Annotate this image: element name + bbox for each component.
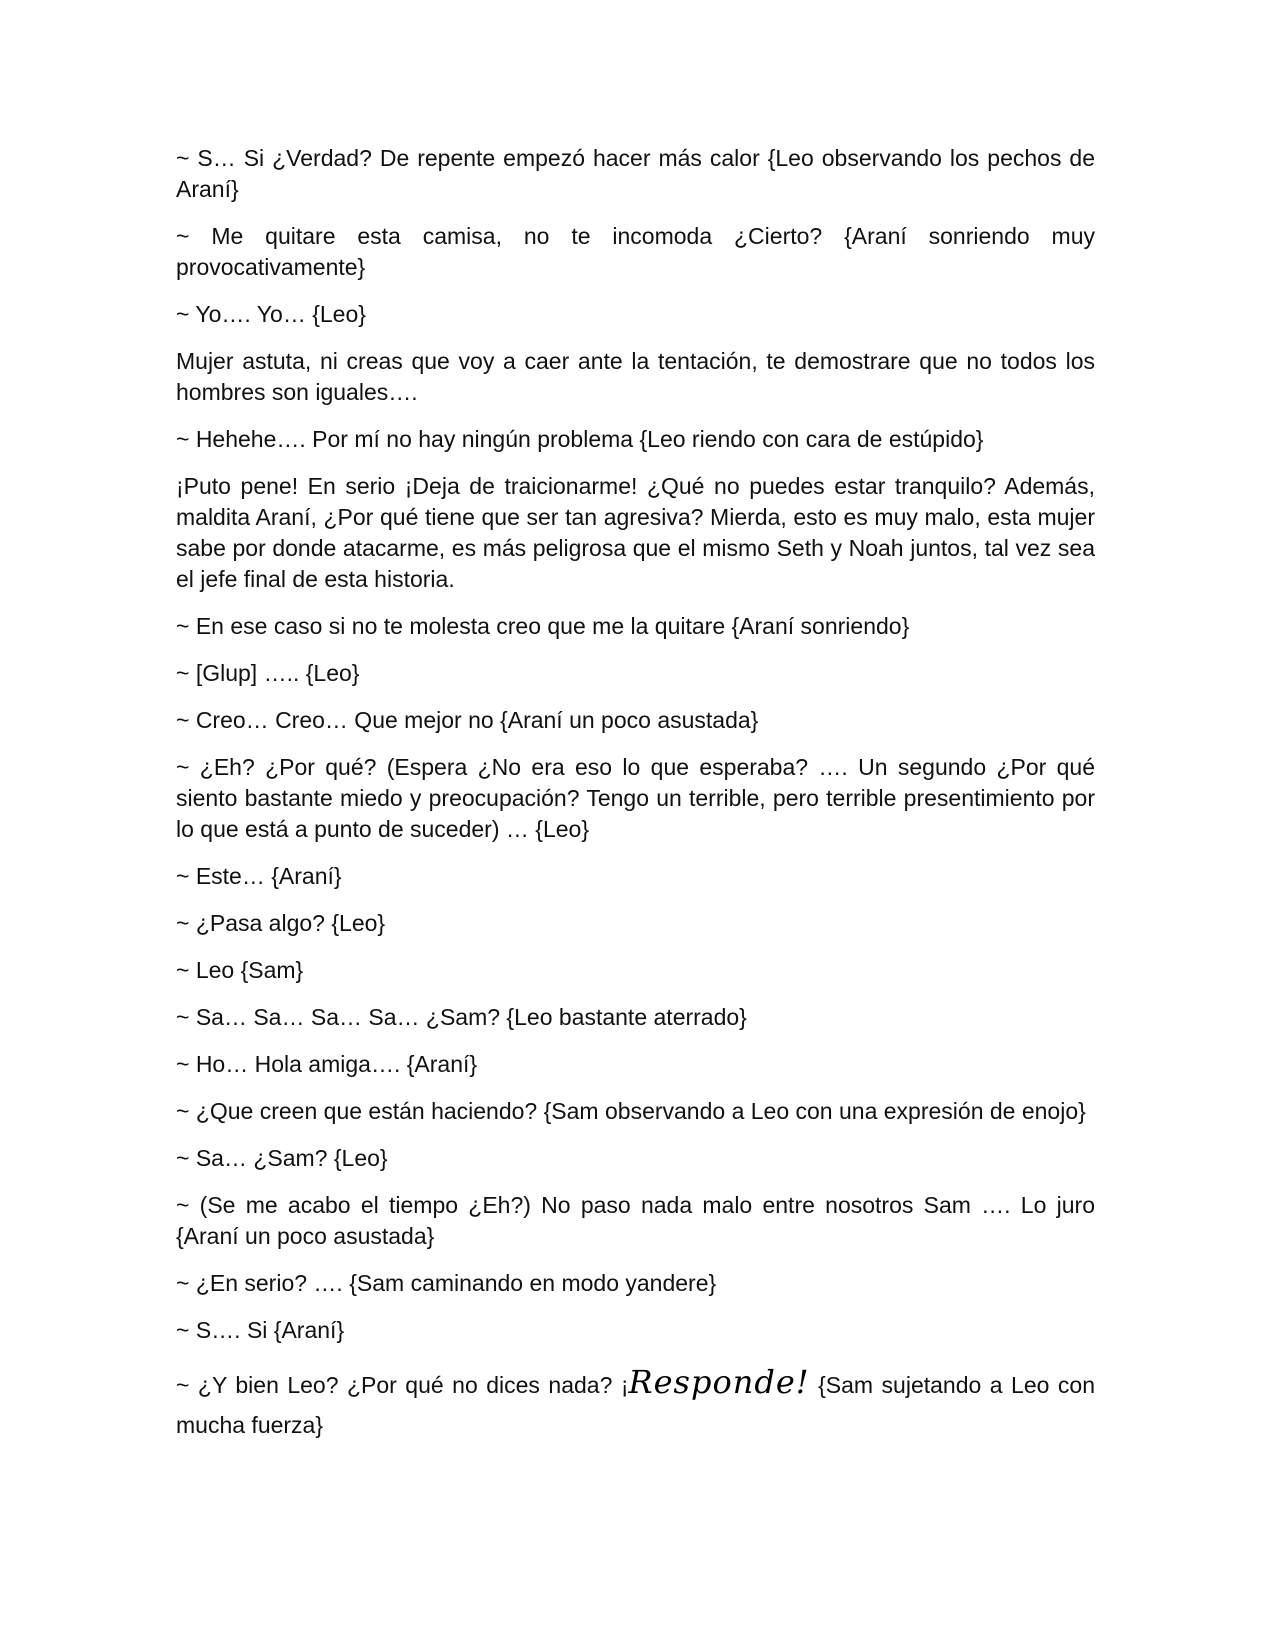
paragraph-6: ¡Puto pene! En serio ¡Deja de traicionarme! ¿Qué no puedes estar tranquilo? Además, maldita Araní, ¿Por qué tiene que ser tan agresiva? Mierda, esto es muy malo, esta mujer sabe por donde atacarme, es más peligrosa que el mismo Seth y Noah juntos, tal vez sea el jefe final de esta historia.	[176, 473, 1095, 592]
paragraph-20: ~ S…. Si {Araní}	[176, 1317, 345, 1343]
paragraph-11: ~ Este… {Araní}	[176, 863, 342, 889]
paragraph-12: ~ ¿Pasa algo? {Leo}	[176, 910, 386, 936]
paragraph-2: ~ Me quitare esta camisa, no te incomoda ¿Cierto? {Araní sonriendo muy provocativamente}	[176, 223, 1095, 280]
paragraph-15: ~ Ho… Hola amiga…. {Araní}	[176, 1051, 478, 1077]
shouted-word: Responde!	[628, 1363, 810, 1401]
paragraph-9: ~ Creo… Creo… Que mejor no {Araní un poco asustada}	[176, 707, 759, 733]
paragraph-21	[176, 1362, 1095, 1445]
paragraph-1: ~ S… Si ¿Verdad? De repente empezó hacer más calor {Leo observando los pechos de Araní}	[176, 145, 1095, 202]
paragraph-16: ~ ¿Que creen que están haciendo? {Sam observando a Leo con una expresión de enojo}	[176, 1098, 1086, 1124]
paragraph-10: ~ ¿Eh? ¿Por qué? (Espera ¿No era eso lo que esperaba? …. Un segundo ¿Por qué siento bastante miedo y preocupación? Tengo un terrible, pero terrible presentimiento por lo que está a punto de suceder) … {Leo}	[176, 754, 1095, 842]
paragraph-5: ~ Hehehe…. Por mí no hay ningún problema {Leo riendo con cara de estúpido}	[176, 426, 984, 452]
paragraph-7: ~ En ese caso si no te molesta creo que me la quitare {Araní sonriendo}	[176, 613, 910, 639]
document-page	[176, 143, 1095, 1461]
paragraph-21-start: ~ ¿Y bien Leo? ¿Por qué no dices nada? ¡	[176, 1372, 629, 1398]
paragraph-18: ~ (Se me acabo el tiempo ¿Eh?) No paso nada malo entre nosotros Sam …. Lo juro {Araní un poco asustada}	[176, 1192, 1095, 1249]
paragraph-19: ~ ¿En serio? …. {Sam caminando en modo yandere}	[176, 1270, 717, 1296]
paragraph-14: ~ Sa… Sa… Sa… Sa… ¿Sam? {Leo bastante aterrado}	[176, 1004, 747, 1030]
paragraph-4: Mujer astuta, ni creas que voy a caer ante la tentación, te demostrare que no todos los hombres son iguales….	[176, 348, 1095, 405]
paragraph-13: ~ Leo {Sam}	[176, 957, 304, 983]
paragraph-21-end: {Sam sujetando a Leo con mucha fuerza}	[176, 1372, 1095, 1438]
paragraph-17: ~ Sa… ¿Sam? {Leo}	[176, 1145, 388, 1171]
paragraph-8: ~ [Glup] ….. {Leo}	[176, 660, 360, 686]
paragraph-3: ~ Yo…. Yo… {Leo}	[176, 301, 366, 327]
